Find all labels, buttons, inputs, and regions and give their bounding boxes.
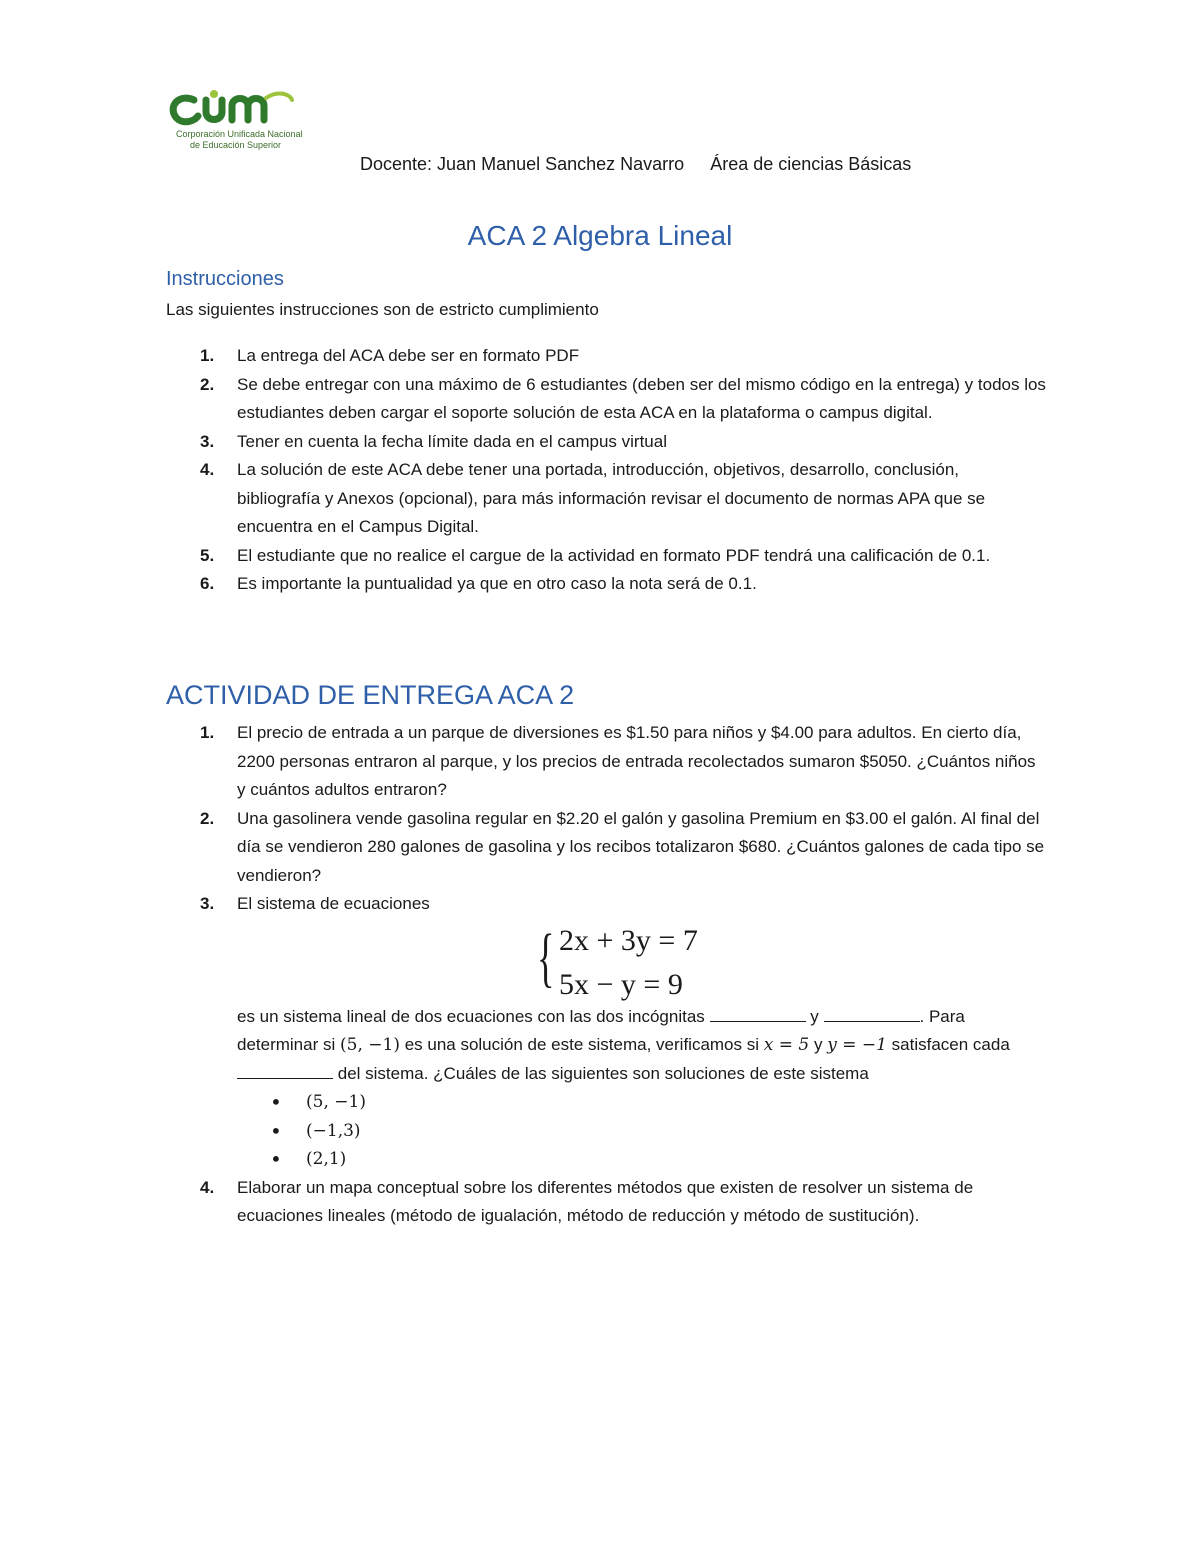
item-text: Es importante la puntualidad ya que en otro caso la nota será de 0.1. [237, 574, 757, 593]
q3-point: (5, −1) [340, 1035, 400, 1055]
item-text: Se debe entregar con una máximo de 6 estudiantes (deben ser del mismo código en la entrega) y todos los estudiantes deben cargar el soporte solución de esta ACA en la plataforma o campus digital. [237, 374, 1046, 422]
equation-1: 2x + 3y = 7 [559, 923, 698, 957]
item-text: Tener en cuenta la fecha límite dada en el campus virtual [237, 431, 667, 451]
option-item: • (5, −1) [270, 1088, 1046, 1117]
item-number: 2. [200, 808, 215, 828]
item-number: 1. [200, 723, 215, 742]
instructions-heading: Instrucciones [166, 268, 284, 290]
docente-label: Docente: Juan Manuel Sanchez Navarro [360, 154, 685, 174]
logo-caption-line1: Corporación Unificada Nacional [176, 129, 303, 139]
item-number: 1. [200, 346, 215, 365]
question-text: Una gasolinera vende gasolina regular en $2.20 el galón y gasolina Premium en $3.00 el galón. Al final del día se vendieron 280 galones de gasolina y los recibos totalizaron $680. ¿Cuántos galones de cada tipo se vendieron? [237, 808, 1045, 885]
q3-text-6: del sistema. ¿Cuáles de las siguientes son soluciones de este sistema [337, 1063, 869, 1083]
list-item [196, 456, 1046, 542]
q3-condition-y: y = −1 [827, 1035, 887, 1055]
activity-heading: ACTIVIDAD DE ENTREGA ACA 2 [166, 680, 575, 710]
q3-text-1: es un sistema lineal de dos ecuaciones con las dos incógnitas [237, 1006, 705, 1026]
blank-2 [824, 1006, 920, 1022]
list-item [196, 542, 1046, 571]
left-brace: { [537, 920, 555, 994]
header-line [360, 154, 911, 175]
item-number: 5. [200, 545, 215, 565]
instructions-intro: Las siguientes instrucciones son de estricto cumplimiento [166, 300, 599, 319]
q3-and: y [810, 1006, 819, 1026]
instructions-list [196, 342, 1046, 599]
item-number: 3. [200, 431, 215, 451]
question-3-body: es un sistema lineal de dos ecuaciones con las dos incógnitas y . Para determinar si (5, −1) es una solución de este sistema, verificamos si x = 5 y y = −1 satisfacen cada del sistema. ¿Cuáles de las siguientes son soluciones de este sistema [237, 1006, 1010, 1083]
blank-3 [237, 1063, 333, 1079]
q3-text-2: Para determinar si [237, 1006, 965, 1054]
question-2 [196, 805, 1046, 891]
question-text: Elaborar un mapa conceptual sobre los diferentes métodos que existen de resolver un sistema de ecuaciones lineales (método de igualación, método de reducción y método de sustitución). [237, 1177, 974, 1225]
option-item: • (2,1) [270, 1145, 1046, 1174]
item-number: 4. [200, 460, 215, 479]
list-item [196, 570, 1046, 599]
item-number: 6. [200, 574, 215, 593]
equation-2: 5x − y = 9 [559, 967, 683, 1001]
document-title: ACA 2 Algebra Lineal [467, 220, 733, 251]
area-label: Área de ciencias Básicas [710, 154, 912, 174]
item-number: 4. [200, 1177, 215, 1197]
question-1 [196, 719, 1046, 805]
logo-caption-line2: de Educación Superior [190, 140, 282, 150]
item-text: El estudiante que no realice el cargue de la actividad en formato PDF tendrá una calificación de 0.1. [237, 545, 991, 565]
item-text: La entrega del ACA debe ser en formato PDF [237, 346, 580, 365]
item-text: La solución de este ACA debe tener una portada, introducción, objetivos, desarrollo, conclusión, bibliografía y Anexos (opcional), para más información revisar el documento de normas APA que se encuentra en el Campus Digital. [237, 460, 986, 536]
question-intro: El sistema de ecuaciones [237, 894, 430, 913]
question-3 [196, 890, 1046, 1174]
blank-1 [710, 1006, 806, 1022]
list-item [196, 371, 1046, 428]
equation-system [537, 920, 1046, 1001]
activity-list [196, 719, 1046, 1231]
q3-text-3: es una solución de este sistema, verificamos si [404, 1035, 760, 1054]
list-item [196, 428, 1046, 457]
logo-caption [176, 129, 303, 151]
question-text: El precio de entrada a un parque de diversiones es $1.50 para niños y $4.00 para adultos. En cierto día, 2200 personas entraron al parque, y los precios de entrada recolectados sumaron $5050. ¿Cuántos niños y cuántos adultos entraron? [237, 723, 1036, 799]
list-item [196, 342, 1046, 371]
item-number: 2. [200, 374, 215, 394]
q3-text-5: satisfacen cada [891, 1035, 1010, 1054]
solution-options [237, 1088, 1046, 1174]
question-4 [196, 1174, 1046, 1231]
item-number: 3. [200, 894, 215, 913]
q3-condition-x: x = 5 [763, 1035, 810, 1055]
q3-text-4: y [813, 1035, 823, 1054]
option-item: • (−1,3) [270, 1117, 1046, 1146]
